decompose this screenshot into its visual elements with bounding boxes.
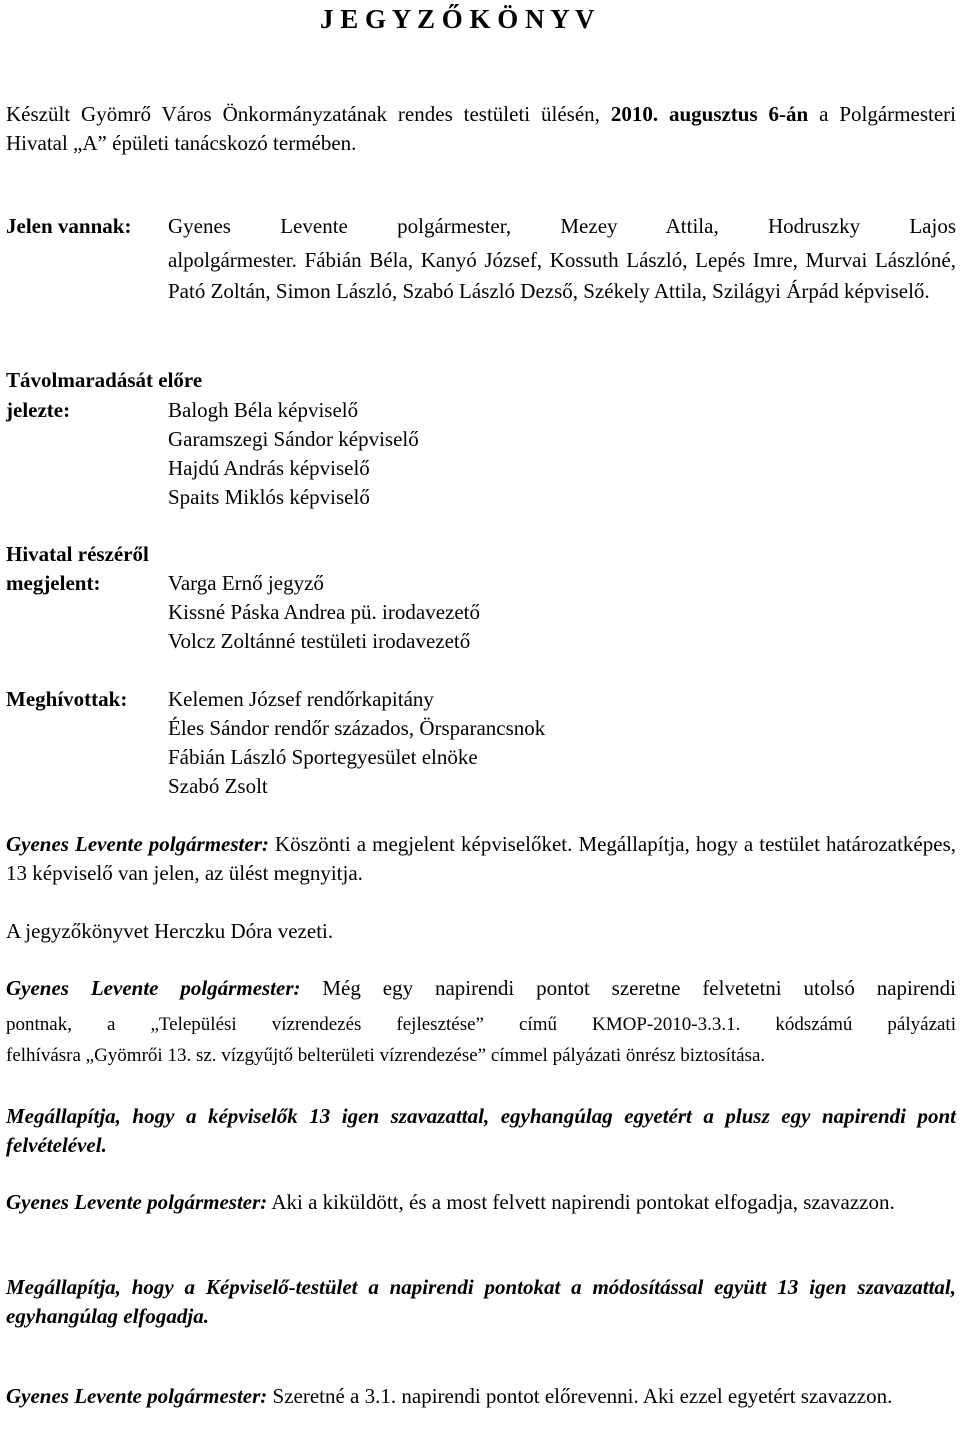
present-list: alpolgármester. Fábián Béla, Kanyó József, Kossuth László, Lepés Imre, Murvai Lászlóné, Pató Zoltán, Simon László, Szabó László Dezső, Székely Attila, Szilágyi Árpád képviselő.: [168, 248, 956, 303]
invited-label: Meghívottak:: [6, 687, 128, 711]
absent-name: Spaits Miklós képviselő: [168, 485, 370, 509]
agenda-proposal-line2: pontnak, a „Települési vízrendezés fejlesztése” című KMOP-2010-3.3.1. kódszámú pályázati: [6, 1014, 956, 1035]
intro-paragraph: [6, 100, 956, 158]
vote-call-paragraph: [6, 1188, 956, 1217]
absent-name: Garamszegi Sándor képviselő: [168, 427, 419, 451]
absent-name: Balogh Béla képviselő: [168, 398, 359, 422]
intro-post: a Polgármesteri Hivatal „A” épületi tanácskozó termében.: [6, 102, 956, 155]
meeting-date: 2010. augusztus 6-án: [610, 102, 809, 126]
invited-name: Éles Sándor rendőr százados, Örsparancsnok: [168, 716, 546, 740]
agenda-proposal-line1: [6, 974, 956, 1003]
office-name: Kissné Páska Andrea pü. irodavezető: [168, 600, 480, 624]
absent-label-line2: jelezte:: [6, 398, 71, 422]
speaker-name: Gyenes Levente polgármester:: [6, 1190, 268, 1214]
intro-pre: Készült Gyömrő Város Önkormányzatának rendes testületi ülésén,: [6, 102, 611, 126]
opening-paragraph: [6, 830, 956, 888]
speaker-name: Gyenes Levente polgármester:: [6, 832, 269, 856]
office-name: Volcz Zoltánné testületi irodavezető: [168, 629, 471, 653]
resolution-paragraph: Megállapítja, hogy a képviselők 13 igen szavazattal, egyhangúlag egyetért a plusz egy napirendi pont felvételével.: [6, 1104, 956, 1157]
office-label-line2: megjelent:: [6, 571, 101, 595]
agenda-reorder-paragraph: [6, 1382, 956, 1411]
paragraph-text: Köszönti a megjelent képviselőket. Megállapítja, hogy a testület határozatképes, 13 képviselő van jelen, az ülést megnyitja.: [6, 832, 956, 885]
absent-label-line1: Távolmaradását előre: [6, 368, 203, 392]
present-label: Jelen vannak:: [6, 214, 132, 238]
resolution-paragraph: Megállapítja, hogy a Képviselő-testület a napirendi pontokat a módosítással együtt 13 igen szavazattal, egyhangúlag elfogadja.: [6, 1275, 956, 1328]
paragraph-text: Aki a kiküldött, és a most felvett napirendi pontokat elfogadja, szavazzon.: [267, 1190, 895, 1214]
speaker-name: Gyenes Levente polgármester:: [6, 976, 301, 1000]
office-label-line1: Hivatal részéről: [6, 542, 149, 566]
paragraph-text: Még egy napirendi pontot szeretne felvetetni utolsó napirendi: [300, 976, 956, 1000]
minutes-keeper-paragraph: A jegyzőkönyvet Herczku Dóra vezeti.: [6, 919, 334, 943]
office-name: Varga Ernő jegyző: [168, 571, 324, 595]
invited-name: Kelemen József rendőrkapitány: [168, 687, 434, 711]
agenda-proposal-line3: felhívásra „Gyömrői 13. sz. vízgyűjtő belterületi vízrendezése” címmel pályázati önrész biztosítása.: [6, 1045, 766, 1066]
absent-name: Hajdú András képviselő: [168, 456, 370, 480]
invited-name: Fábián László Sportegyesület elnöke: [168, 745, 478, 769]
paragraph-text: Szeretné a 3.1. napirendi pontot előrevenni. Aki ezzel egyetért szavazzon.: [267, 1384, 893, 1408]
document-title: J E G Y Z Ő K Ö N Y V: [320, 4, 595, 34]
invited-name: Szabó Zsolt: [168, 774, 268, 798]
present-first-line: Gyenes Levente polgármester, Mezey Attila, Hodruszky Lajos: [168, 214, 956, 238]
speaker-name: Gyenes Levente polgármester:: [6, 1384, 268, 1408]
